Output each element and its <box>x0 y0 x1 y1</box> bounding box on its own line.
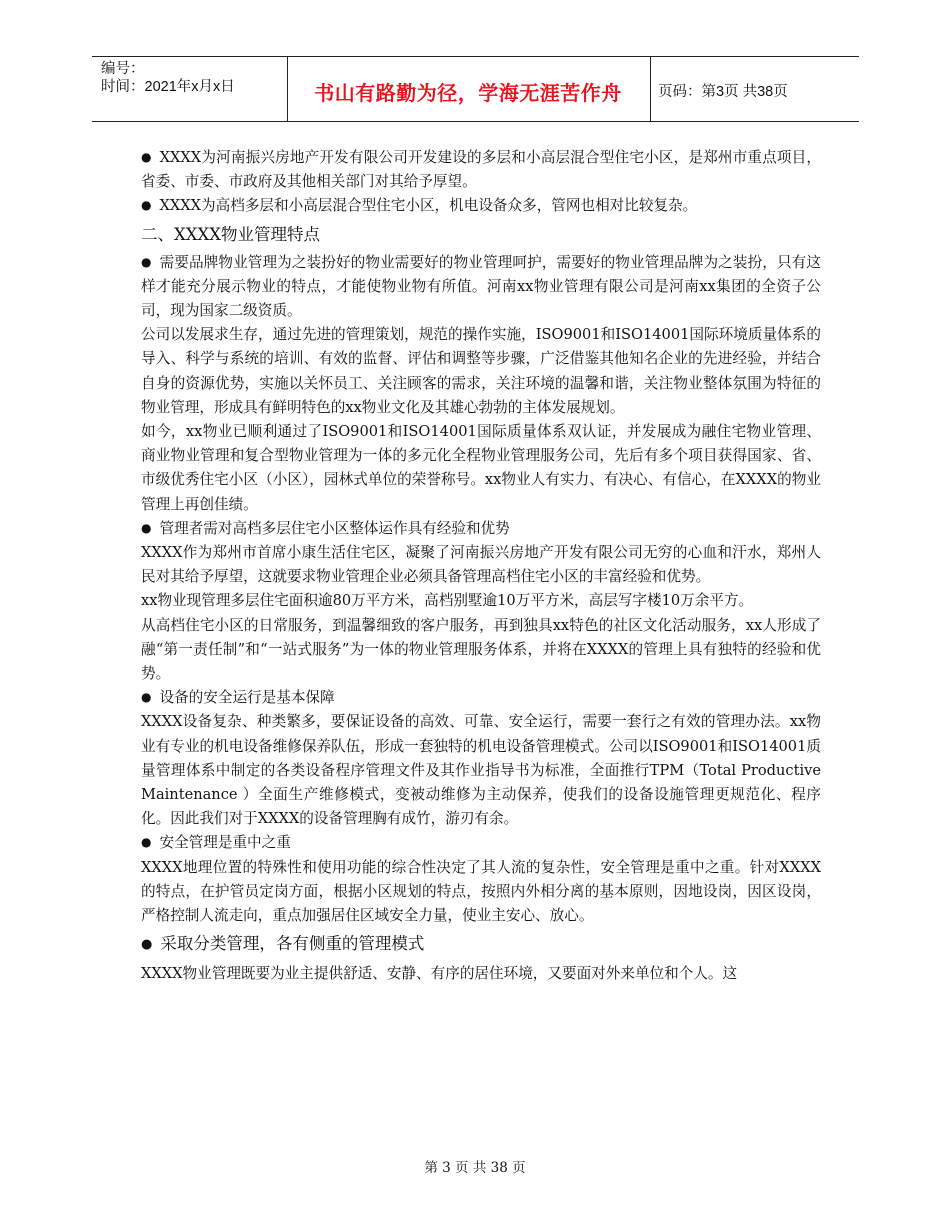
header-bottom-rule <box>92 121 859 122</box>
page-footer: 第 3 页 共 38 页 <box>424 1160 526 1176</box>
bullet-paragraph: ● XXXX为高档多层和小高层混合型住宅小区，机电设备众多，管网也相对比较复杂。 <box>141 194 821 218</box>
body-paragraph: 从高档住宅小区的日常服务，到温馨细致的客户服务，再到独具xx特色的社区文化活动服务，xx人形成了融“第一责任制”和“一站式服务”为一体的物业管理服务体系，并将在XXXX的管理上具有独特的经验和优势。 <box>141 616 821 683</box>
bullet-paragraph: ● 安全管理是重中之重 <box>141 831 821 855</box>
doc-date-label: 时间：2021年x月x日 <box>101 79 235 95</box>
header-meta <box>101 60 235 96</box>
body-paragraph: 公司以发展求生存，通过先进的管理策划，规范的操作实施，ISO9001和ISO14001国际环境质量体系的导入、科学与系统的培训、有效的监督、评估和调整等步骤，广泛借鉴其他知名企业的先进经验，并结合自身的资源优势，实施以关怀员工、关注顾客的需求，关注环境的温馨和谐，关注物业整体氛围为特征的物业管理，形成具有鲜明特色的xx物业文化及其雄心勃勃的主体发展规划。 <box>141 326 821 416</box>
doc-code-label: 编号： <box>101 61 145 77</box>
body-paragraph: XXXX作为郑州市首席小康生活住宅区，凝聚了河南振兴房地产开发有限公司无穷的心血和汗水，郑州人民对其给予厚望，这就要求物业管理企业必须具备管理高档住宅小区的丰富经验和优势。 <box>141 544 821 586</box>
body-paragraph: xx物业现管理多层住宅面积逾80万平方米，高档别墅逾10万平方米，高层写字楼10万余平方。 <box>141 592 754 610</box>
header-top-rule <box>92 56 859 57</box>
header-page-info: 页码：第3页 共38页 <box>658 84 788 100</box>
body-paragraph: XXXX地理位置的特殊性和使用功能的综合性决定了其人流的复杂性，安全管理是重中之重。针对XXXX的特点，在护管员定岗方面，根据小区规划的特点，按照内外相分离的基本原则，因地设岗，因区设岗，严格控制人流走向，重点加强居住区域安全力量，使业主安心、放心。 <box>141 858 821 925</box>
bullet-heading: ● 采取分类管理，各有侧重的管理模式 <box>141 930 821 960</box>
body-paragraph: XXXX物业管理既要为业主提供舒适、安静、有序的居住环境，又要面对外来单位和个人。这 <box>141 965 738 983</box>
section-heading: 二、XXXX物业管理特点 <box>141 224 320 244</box>
bullet-paragraph: ● 设备的安全运行是基本保障 <box>141 686 821 710</box>
bullet-paragraph: ● 管理者需对高档多层住宅小区整体运作具有经验和优势 <box>141 517 821 541</box>
header-divider-right <box>650 56 651 121</box>
document-body <box>141 146 821 987</box>
body-paragraph: 如今，xx物业已顺利通过了ISO9001和ISO14001国际质量体系双认证，并发展成为融住宅物业管理、商业物业管理和复合型物业管理为一体的多元化全程物业管理服务公司，先后有多个项目获得国家、省、市级优秀住宅小区（小区），园林式单位的荣誉称号。xx物业人有实力、有决心、有信心，在XXXX的物业管理上再创佳绩。 <box>141 423 821 513</box>
bullet-paragraph: ● 需要品牌物业管理为之装扮好的物业需要好的物业管理呵护，需要好的物业管理品牌为之装扮，只有这样才能充分展示物业的特点，才能使物业物有所值。河南xx物业管理有限公司是河南xx集团的全资子公司，现为国家二级资质。 <box>141 251 821 324</box>
bullet-paragraph: ● XXXX为河南振兴房地产开发有限公司开发建设的多层和小高层混合型住宅小区，是郑州市重点项目，省委、市委、市政府及其他相关部门对其给予厚望。 <box>141 146 821 194</box>
body-paragraph: XXXX设备复杂、种类繁多，要保证设备的高效、可靠、安全运行，需要一套行之有效的管理办法。xx物业有专业的机电设备维修保养队伍，形成一套独特的机电设备管理模式。公司以ISO9001和ISO14001质量管理体系中制定的各类设备程序管理文件及其作业指导书为标准，全面推行TPM（Total Productive Maintenance ）全面生产维修模式，变被动维修为主动保养，使我们的设备设施管理更规范化、程序化。因此我们对于XXXX的设备管理胸有成竹，游刃有余。 <box>141 713 821 828</box>
header-motto: 书山有路勤为径，学海无涯苦作舟 <box>314 81 622 105</box>
